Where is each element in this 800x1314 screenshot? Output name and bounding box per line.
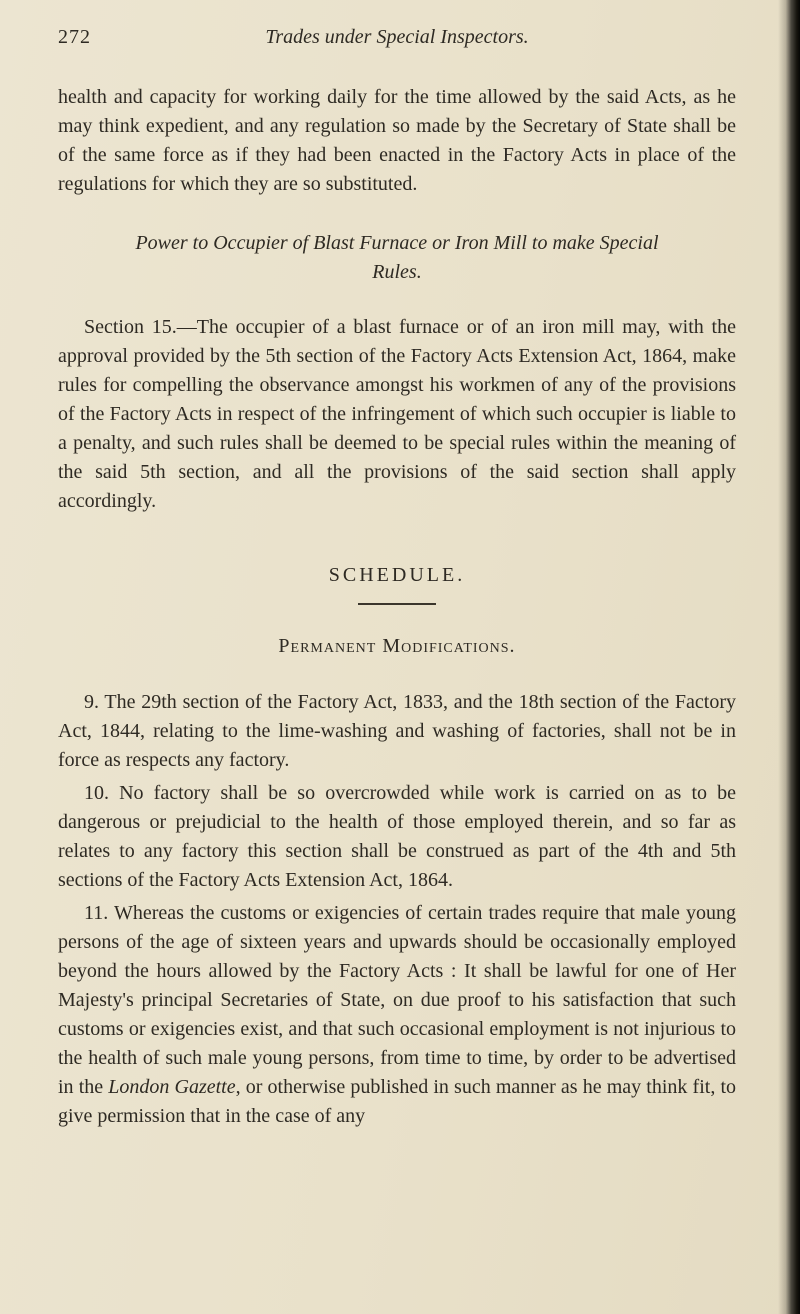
running-title: Trades under Special Inspectors.	[265, 26, 529, 48]
schedule-block	[58, 564, 736, 658]
paragraph-section-15: Section 15.—The occupier of a blast furnace or of an iron mill may, with the approval provided by the 5th section of the Factory Acts Extension Act, 1864, make rules for compelling the observance amongst his workmen of any of the provisions of the Factory Acts in respect of the infringement of which such occupier is liable to a penalty, and such rules shall be deemed to be special rules within the meaning of the said 5th section, and all the provisions of the said section shall apply accordingly.	[58, 316, 736, 512]
schedule-item-11	[58, 899, 736, 1131]
book-edge-shadow	[778, 0, 800, 1314]
schedule-heading: SCHEDULE.	[328, 564, 466, 586]
item11-text-after: , or otherwise published in such manner as he may think fit, to give permission that in the case of any	[58, 1076, 737, 1127]
schedule-item-9: 9. The 29th section of the Factory Act, 1833, and the 18th section of the Factory Act, 1844, relating to the lime-washing and washing of factories, shall not be in force as respects any factory.	[58, 691, 736, 771]
page-number: 272	[58, 26, 91, 48]
schedule-item-10: 10. No factory shall be so overcrowded while work is carried on as to be dangerous or prejudicial to the health of those employed therein, and so far as relates to any factory this section shall be construed as part of the 4th and 5th sections of the Factory Acts Extension Act, 1864.	[58, 782, 736, 891]
item11-text-before: 11. Whereas the customs or exigencies of certain trades require that male young persons of the age of sixteen years and upwards should be occasionally employed beyond the hours allowed by the Factory Acts : It shall be lawful for one of Her Majesty's principal Secretaries of State, on due proof to his satisfaction that such customs or exigencies exist, and that such occasional employment is not injurious to the health of such male young persons, from time to time, by order to be advertised in the	[58, 902, 736, 1098]
item11-london-gazette-italic: London Gazette	[108, 1076, 236, 1098]
section-heading: Power to Occupier of Blast Furnace or Iron Mill to make Special Rules.	[135, 232, 659, 283]
divider-rule	[358, 603, 436, 605]
permanent-modifications-heading: Permanent Modifications.	[278, 635, 516, 657]
page-header	[58, 26, 736, 49]
paragraph-continuation: health and capacity for working daily for the time allowed by the said Acts, as he may think expedient, and any regulation so made by the Secretary of State shall be of the same force as if they had been enacted in the Factory Acts in place of the regulations for which they are so substituted.	[58, 86, 736, 195]
